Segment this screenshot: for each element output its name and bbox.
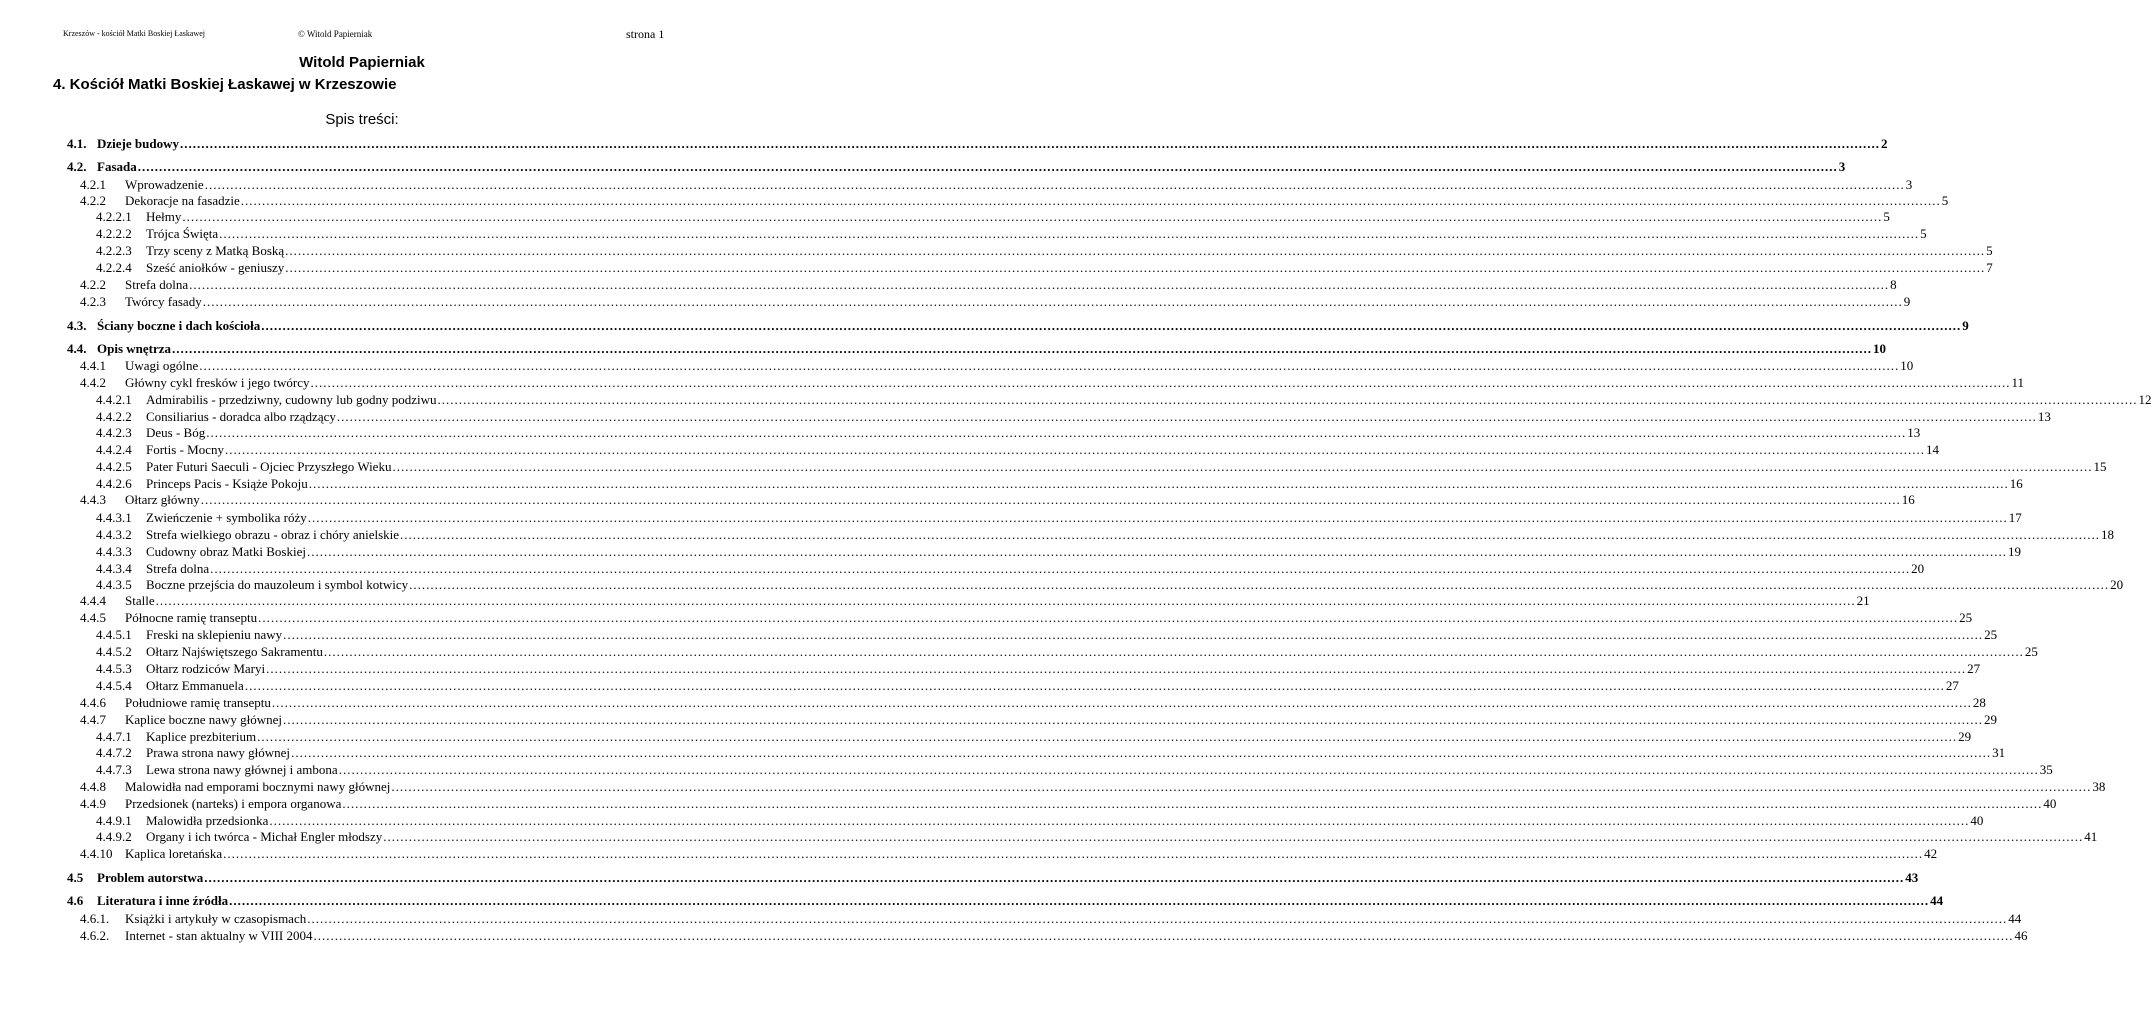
toc-entry-number: 4.4. (67, 341, 87, 356)
toc-entry-page: 5 (1883, 209, 1890, 224)
toc-entry[interactable] (80, 695, 1986, 711)
toc-entry-title: Consiliarius - doradca albo rządzący (146, 409, 336, 424)
toc-entry-page: 41 (2084, 829, 2098, 844)
toc-heading: Spis treści: (325, 111, 399, 128)
toc-entry-page: 20 (2110, 577, 2124, 592)
toc-entry-title: Północne ramię transeptu (125, 610, 258, 625)
toc-dot-leader: ................................................................................................................................................................................................................................................................................................................................................................................................................ (306, 544, 2007, 559)
toc-entry-title: Fasada (97, 159, 137, 174)
toc-entry-number: 4.4.2.4 (96, 442, 132, 457)
toc-entry-page: 7 (1986, 260, 1993, 275)
toc-entry-title: Twórcy fasady (125, 294, 202, 309)
toc-entry-title: Sześć aniołków - geniuszy (146, 260, 285, 275)
toc-entry-number: 4.4.9 (80, 796, 106, 811)
toc-entry-number: 4.4.2.5 (96, 459, 132, 474)
toc-entry-number: 4.2.2.1 (96, 209, 132, 224)
toc-entry[interactable] (96, 678, 1959, 694)
toc-dot-leader: ................................................................................................................................................................................................................................................................................................................................................................................................................ (258, 610, 1959, 625)
toc-entry-number: 4.2.2 (80, 193, 106, 208)
toc-entry-number: 4.6.1. (80, 911, 110, 926)
toc-entry[interactable] (96, 627, 1998, 643)
toc-entry-title: Prawa strona nawy głównej (146, 745, 291, 760)
toc-entry-title: Lewa strona nawy głównej i ambona (146, 762, 338, 777)
toc-entry[interactable] (96, 577, 2124, 593)
toc-entry-title: Ściany boczne i dach kościoła (97, 318, 261, 333)
toc-entry-number: 4.4.5.3 (96, 661, 132, 676)
toc-entry-title: Hełmy (146, 209, 182, 224)
toc-entry-page: 19 (2007, 544, 2021, 559)
chapter-title: 4. Kościół Matki Boskiej Łaskawej w Krzeszowie (53, 76, 397, 93)
toc-dot-leader: ................................................................................................................................................................................................................................................................................................................................................................................................................ (266, 661, 1967, 676)
toc-entry[interactable] (80, 177, 1913, 193)
toc-entry-number: 4.4.2.1 (96, 392, 132, 407)
toc-entry-title: Ołtarz rodziców Maryi (146, 661, 266, 676)
toc-entry-number: 4.4.2.2 (96, 409, 132, 424)
toc-entry-number: 4.4.8 (80, 779, 106, 794)
toc-dot-leader: ................................................................................................................................................................................................................................................................................................................................................................................................................ (137, 159, 1838, 174)
toc-entry-title: Kaplice prezbiterium (146, 729, 257, 744)
toc-entry-number: 4.4.3 (80, 492, 106, 507)
toc-entry[interactable] (67, 318, 1969, 334)
toc-entry-number: 4.2.2.3 (96, 243, 132, 258)
toc-entry[interactable] (96, 762, 2053, 778)
toc-entry-page: 31 (1992, 745, 2006, 760)
toc-entry-number: 4.2.2 (80, 277, 106, 292)
toc-entry[interactable] (96, 561, 1925, 577)
toc-entry-number: 4.2.3 (80, 294, 106, 309)
toc-entry-page: 25 (2024, 644, 2038, 659)
toc-entry-number: 4.4.3.3 (96, 544, 132, 559)
toc-entry-number: 4.4.3.2 (96, 527, 132, 542)
toc-dot-leader: ................................................................................................................................................................................................................................................................................................................................................................................................................ (244, 678, 1945, 693)
toc-dot-leader: ................................................................................................................................................................................................................................................................................................................................................................................................................ (182, 209, 1883, 224)
toc-entry-page: 3 (1905, 177, 1913, 192)
toc-entry-page: 13 (1907, 425, 1921, 440)
toc-entry-number: 4.4.1 (80, 358, 106, 373)
toc-entry-title: Wprowadzenie (125, 177, 204, 192)
toc-entry-page: 10 (1900, 358, 1914, 373)
toc-dot-leader: ................................................................................................................................................................................................................................................................................................................................................................................................................ (383, 829, 2084, 844)
toc-entry-title: Trójca Święta (146, 226, 219, 241)
toc-dot-leader: ................................................................................................................................................................................................................................................................................................................................................................................................................ (240, 193, 1941, 208)
toc-entry[interactable] (96, 409, 2051, 425)
toc-entry[interactable] (67, 870, 1919, 886)
toc-entry-title: Główny cykl fresków i jego twórcy (125, 375, 310, 390)
toc-entry-title: Internet - stan aktualny w VIII 2004 (125, 928, 313, 943)
toc-entry[interactable] (96, 544, 2021, 560)
toc-entry-page: 8 (1890, 277, 1897, 292)
toc-entry-number: 4.4.9.1 (96, 813, 132, 828)
toc-entry-title: Ołtarz Emmanuela (146, 678, 244, 693)
toc-dot-leader: ................................................................................................................................................................................................................................................................................................................................................................................................................ (172, 341, 1873, 356)
toc-entry-number: 4.4.10 (80, 846, 113, 861)
toc-entry[interactable] (80, 375, 2025, 391)
toc-dot-leader: ................................................................................................................................................................................................................................................................................................................................................................................................................ (283, 712, 1984, 727)
toc-entry-title: Dekoracje na fasadzie (125, 193, 240, 208)
toc-entry-page: 20 (1911, 561, 1925, 576)
toc-entry-title: Malowidła nad emporami bocznymi nawy głównej (125, 779, 391, 794)
toc-entry-page: 13 (2037, 409, 2051, 424)
toc-entry-page: 10 (1873, 341, 1887, 356)
toc-dot-leader: ................................................................................................................................................................................................................................................................................................................................................................................................................ (400, 527, 2101, 542)
toc-entry-page: 18 (2101, 527, 2115, 542)
toc-entry[interactable] (80, 779, 2106, 795)
header-copyright: © Witold Papierniak (298, 29, 373, 39)
toc-entry-page: 35 (2039, 762, 2053, 777)
toc-dot-leader: ................................................................................................................................................................................................................................................................................................................................................................................................................ (338, 762, 2039, 777)
toc-entry-page: 43 (1905, 870, 1919, 885)
toc-dot-leader: ................................................................................................................................................................................................................................................................................................................................................................................................................ (308, 476, 2009, 491)
toc-entry-page: 40 (2043, 796, 2057, 811)
toc-entry-page: 46 (2014, 928, 2028, 943)
toc-dot-leader: ................................................................................................................................................................................................................................................................................................................................................................................................................ (391, 779, 2092, 794)
toc-entry[interactable] (96, 813, 1984, 829)
toc-entry-title: Malowidła przedsionka (146, 813, 269, 828)
toc-dot-leader: ................................................................................................................................................................................................................................................................................................................................................................................................................ (204, 870, 1905, 885)
toc-entry-page: 25 (1984, 627, 1998, 642)
toc-entry-title: Przedsionek (narteks) i empora organowa (125, 796, 342, 811)
toc-entry-title: Dzieje budowy (97, 136, 179, 151)
toc-entry-number: 4.4.3.5 (96, 577, 132, 592)
toc-entry-title: Ołtarz główny (125, 492, 200, 507)
toc-dot-leader: ................................................................................................................................................................................................................................................................................................................................................................................................................ (155, 593, 1856, 608)
toc-dot-leader: ................................................................................................................................................................................................................................................................................................................................................................................................................ (285, 260, 1986, 275)
toc-entry[interactable] (96, 243, 1993, 259)
toc-dot-leader: ................................................................................................................................................................................................................................................................................................................................................................................................................ (206, 425, 1907, 440)
toc-entry-page: 44 (2008, 911, 2022, 926)
toc-dot-leader: ................................................................................................................................................................................................................................................................................................................................................................................................................ (269, 813, 1970, 828)
toc-entry-page: 15 (2093, 459, 2107, 474)
toc-dot-leader: ................................................................................................................................................................................................................................................................................................................................................................................................................ (210, 561, 1911, 576)
toc-entry-title: Literatura i inne źródła (97, 893, 229, 908)
toc-entry[interactable] (80, 593, 1870, 609)
toc-dot-leader: ................................................................................................................................................................................................................................................................................................................................................................................................................ (307, 911, 2008, 926)
toc-entry-number: 4.4.2 (80, 375, 106, 390)
toc-dot-leader: ................................................................................................................................................................................................................................................................................................................................................................................................................ (179, 136, 1880, 151)
toc-entry-page: 5 (1941, 193, 1949, 208)
toc-entry-title: Problem autorstwa (97, 870, 204, 885)
toc-entry[interactable] (80, 928, 2028, 944)
toc-entry-title: Freski na sklepieniu nawy (146, 627, 283, 642)
toc-entry[interactable] (96, 226, 1927, 242)
toc-entry-page: 9 (1962, 318, 1969, 333)
toc-dot-leader: ................................................................................................................................................................................................................................................................................................................................................................................................................ (285, 243, 1986, 258)
toc-entry-number: 4.2. (67, 159, 87, 174)
toc-dot-leader: ................................................................................................................................................................................................................................................................................................................................................................................................................ (225, 442, 1925, 457)
toc-dot-leader: ................................................................................................................................................................................................................................................................................................................................................................................................................ (291, 745, 1992, 760)
toc-dot-leader: ................................................................................................................................................................................................................................................................................................................................................................................................................ (271, 695, 1972, 710)
toc-entry-page: 16 (2009, 476, 2023, 491)
toc-entry[interactable] (80, 796, 2057, 812)
toc-entry-number: 4.4.5.1 (96, 627, 132, 642)
toc-entry[interactable] (67, 341, 1887, 357)
toc-entry-title: Kaplice boczne nawy głównej (125, 712, 283, 727)
toc-dot-leader: ................................................................................................................................................................................................................................................................................................................................................................................................................ (323, 644, 2024, 659)
author-title: Witold Papierniak (299, 54, 425, 71)
toc-entry-page: 40 (1970, 813, 1984, 828)
toc-entry-title: Admirabilis - przedziwny, cudowny lub godny podziwu (146, 392, 437, 407)
toc-dot-leader: ................................................................................................................................................................................................................................................................................................................................................................................................................ (336, 409, 2037, 424)
toc-entry[interactable] (96, 442, 1939, 458)
toc-dot-leader: ................................................................................................................................................................................................................................................................................................................................................................................................................ (392, 459, 2093, 474)
toc-entry-number: 4.2.1 (80, 177, 106, 192)
toc-entry[interactable] (67, 136, 1888, 152)
toc-entry-title: Książki i artykuły w czasopismach (125, 911, 307, 926)
toc-entry-title: Strefa dolna (146, 561, 210, 576)
toc-entry-number: 4.6.2. (80, 928, 110, 943)
toc-entry-page: 5 (1920, 226, 1927, 241)
toc-dot-leader: ................................................................................................................................................................................................................................................................................................................................................................................................................ (200, 492, 1901, 507)
toc-entry-title: Zwieńczenie + symbolika róży (146, 510, 307, 525)
header-left-text: Krzeszów - kościół Matki Boskiej Łaskawej (63, 29, 205, 38)
toc-entry-title: Fortis - Mocny (146, 442, 224, 457)
toc-entry-title: Uwagi ogólne (125, 358, 199, 373)
toc-entry-page: 38 (2092, 779, 2106, 794)
toc-entry[interactable] (67, 159, 1846, 175)
toc-entry-number: 4.4.2.6 (96, 476, 132, 491)
toc-entry-title: Deus - Bóg (146, 425, 206, 440)
toc-entry-title: Strefa wielkiego obrazu - obraz i chóry anielskie (146, 527, 400, 542)
toc-entry-number: 4.4.4 (80, 593, 106, 608)
toc-entry-page: 29 (1958, 729, 1972, 744)
toc-entry[interactable] (96, 459, 2107, 475)
toc-entry-page: 16 (1901, 492, 1915, 507)
toc-entry-title: Stalle (125, 593, 155, 608)
toc-entry[interactable] (96, 209, 1890, 225)
toc-dot-leader: ................................................................................................................................................................................................................................................................................................................................................................................................................ (229, 893, 1930, 908)
toc-entry-number: 4.1. (67, 136, 87, 151)
toc-entry[interactable] (96, 745, 2006, 761)
toc-entry[interactable] (80, 193, 1949, 209)
toc-dot-leader: ................................................................................................................................................................................................................................................................................................................................................................................................................ (202, 294, 1903, 309)
toc-entry-title: Cudowny obraz Matki Boskiej (146, 544, 306, 559)
toc-entry-page: 21 (1856, 593, 1870, 608)
toc-entry-number: 4.3. (67, 318, 87, 333)
toc-entry-title: Princeps Pacis - Książe Pokoju (146, 476, 308, 491)
toc-dot-leader: ................................................................................................................................................................................................................................................................................................................................................................................................................ (204, 177, 1905, 192)
toc-entry-page: 42 (1924, 846, 1938, 861)
toc-entry-page: 25 (1959, 610, 1973, 625)
toc-entry-page: 27 (1967, 661, 1981, 676)
toc-dot-leader: ................................................................................................................................................................................................................................................................................................................................................................................................................ (409, 577, 2110, 592)
toc-entry-page: 28 (1972, 695, 1986, 710)
toc-dot-leader: ................................................................................................................................................................................................................................................................................................................................................................................................................ (189, 277, 1890, 292)
toc-entry-page: 5 (1986, 243, 1993, 258)
toc-entry[interactable] (96, 476, 2023, 492)
toc-entry[interactable] (96, 729, 1972, 745)
toc-entry-page: 2 (1880, 136, 1888, 151)
toc-entry-title: Południowe ramię transeptu (125, 695, 271, 710)
toc-dot-leader: ................................................................................................................................................................................................................................................................................................................................................................................................................ (261, 318, 1962, 333)
toc-entry[interactable] (96, 661, 1981, 677)
toc-entry-title: Boczne przejścia do mauzoleum i symbol kotwicy (146, 577, 409, 592)
toc-entry[interactable] (96, 829, 2098, 845)
toc-entry-number: 4.6 (67, 893, 84, 908)
header-page-number: strona 1 (626, 27, 665, 41)
toc-dot-leader: ................................................................................................................................................................................................................................................................................................................................................................................................................ (257, 729, 1958, 744)
toc-entry-page: 44 (1930, 893, 1944, 908)
toc-entry[interactable] (80, 358, 1914, 374)
toc-entry[interactable] (80, 294, 1911, 310)
toc-entry-number: 4.4.7 (80, 712, 106, 727)
toc-entry-number: 4.2.2.2 (96, 226, 132, 241)
toc-entry-number: 4.4.2.3 (96, 425, 132, 440)
toc-entry-number: 4.4.5.4 (96, 678, 132, 693)
toc-entry-number: 4.5 (67, 870, 84, 885)
toc-dot-leader: ................................................................................................................................................................................................................................................................................................................................................................................................................ (313, 928, 2014, 943)
toc-dot-leader: ................................................................................................................................................................................................................................................................................................................................................................................................................ (283, 627, 1984, 642)
toc-entry-number: 4.4.3.4 (96, 561, 132, 576)
toc-entry-page: 17 (2008, 510, 2022, 525)
toc-entry-page: 9 (1903, 294, 1911, 309)
toc-entry[interactable] (80, 492, 1915, 508)
toc-dot-leader: ................................................................................................................................................................................................................................................................................................................................................................................................................ (219, 226, 1920, 241)
toc-entry-number: 4.2.2.4 (96, 260, 132, 275)
toc-entry-page: 27 (1945, 678, 1959, 693)
toc-entry-title: Strefa dolna (125, 277, 189, 292)
toc-entry-number: 4.4.7.3 (96, 762, 132, 777)
toc-entry[interactable] (96, 644, 2038, 660)
toc-entry-title: Kaplica loretańska (125, 846, 223, 861)
toc-entry[interactable] (96, 260, 1993, 276)
toc-entry-title: Opis wnętrza (97, 341, 172, 356)
toc-entry-number: 4.4.6 (80, 695, 106, 710)
toc-entry[interactable] (96, 510, 2022, 526)
toc-entry[interactable] (96, 425, 1921, 441)
toc-entry[interactable] (80, 610, 1973, 626)
toc-entry[interactable] (67, 893, 1944, 909)
toc-entry-number: 4.4.7.2 (96, 745, 132, 760)
toc-dot-leader: ................................................................................................................................................................................................................................................................................................................................................................................................................ (223, 846, 1924, 861)
toc-entry-title: Ołtarz Najświętszego Sakramentu (146, 644, 323, 659)
toc-entry-page: 14 (1926, 442, 1939, 457)
toc-entry[interactable] (80, 911, 2022, 927)
toc-dot-leader: ................................................................................................................................................................................................................................................................................................................................................................................................................ (342, 796, 2043, 811)
toc-dot-leader: ................................................................................................................................................................................................................................................................................................................................................................................................................ (199, 358, 1900, 373)
toc-entry[interactable] (96, 527, 2115, 543)
toc-entry-page: 12 (2138, 392, 2152, 407)
toc-entry[interactable] (80, 277, 1897, 293)
toc-entry-number: 4.4.9.2 (96, 829, 132, 844)
toc-entry[interactable] (80, 712, 1998, 728)
toc-entry[interactable] (80, 846, 1938, 862)
toc-dot-leader: ................................................................................................................................................................................................................................................................................................................................................................................................................ (310, 375, 2011, 390)
toc-entry-page: 29 (1984, 712, 1998, 727)
toc-dot-leader: ................................................................................................................................................................................................................................................................................................................................................................................................................ (307, 510, 2008, 525)
toc-entry-number: 4.4.5.2 (96, 644, 132, 659)
toc-entry-title: Organy i ich twórca - Michał Engler młodszy (146, 829, 383, 844)
toc-entry-title: Pater Futuri Saeculi - Ojciec Przyszłego Wieku (146, 459, 392, 474)
toc-entry-number: 4.4.5 (80, 610, 106, 625)
toc-entry[interactable] (96, 392, 2152, 408)
toc-entry-title: Trzy sceny z Matką Boską (146, 243, 285, 258)
toc-entry-number: 4.4.3.1 (96, 510, 132, 525)
toc-entry-page: 3 (1838, 159, 1846, 174)
toc-dot-leader: ................................................................................................................................................................................................................................................................................................................................................................................................................ (437, 392, 2138, 407)
toc-entry-number: 4.4.7.1 (96, 729, 132, 744)
toc-entry-page: 11 (2011, 375, 2025, 390)
